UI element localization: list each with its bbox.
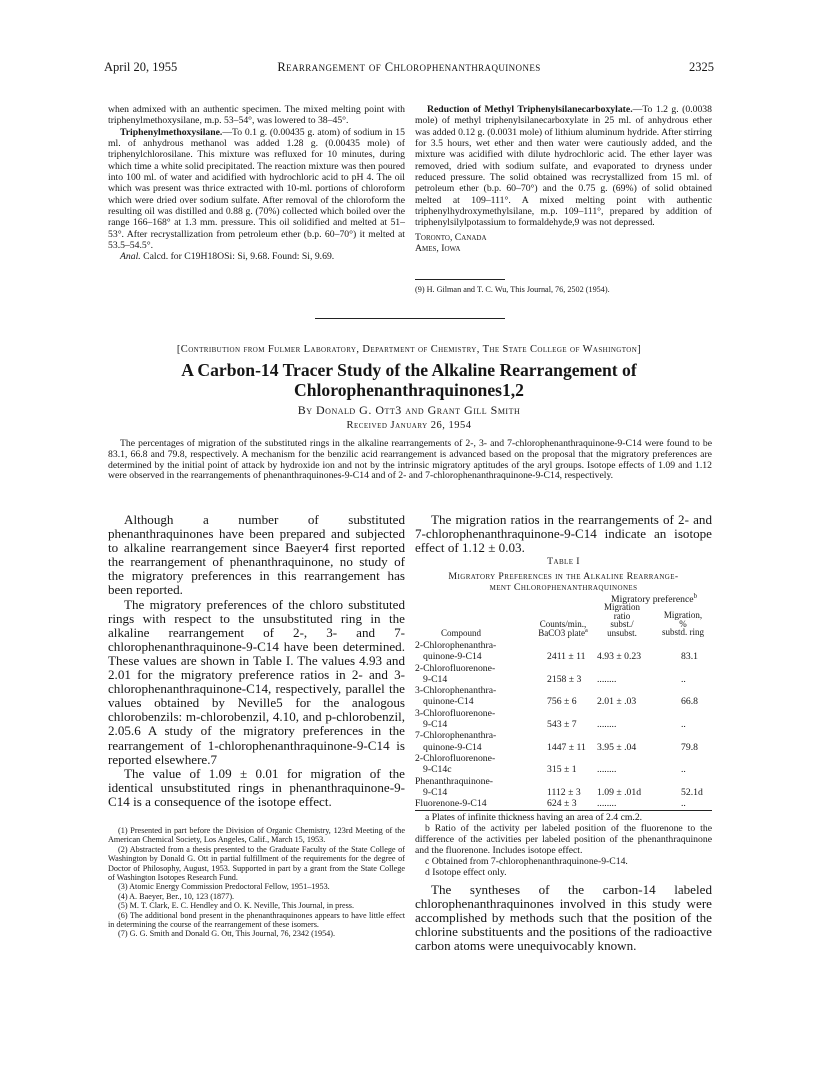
table-row (415, 685, 712, 696)
previous-article-left-column (108, 104, 405, 263)
table-row-continued (415, 651, 712, 662)
ratio-cell: 2.01 ± .03 (597, 696, 637, 708)
footnote: (6) The additional bond present in the phenanthraquinones appears to have little effect in determining the course of the rearrangement of these isomers. (108, 910, 405, 930)
contribution-line: [Contribution from Fulmer Laboratory, Department of Chemistry, The State College of Washington] (176, 344, 642, 355)
footnote: (1) Presented in part before the Division of Organic Chemistry, 123rd Meeting of the American Chemical Society, Los Angeles, Calif., March 15, 1953. (108, 826, 405, 845)
counts-cell: 1112 ± 3 (547, 786, 581, 798)
paragraph: when admixed with an authentic specimen. The mixed melting point with triphenylmethoxysilane, m.p. 53–54°, was lowered to 38–45°. (108, 104, 405, 127)
footnote: (2) Abstracted from a thesis presented to the Graduate Faculty of the State College of Washington by Donald G. Ott in partial fulfillment of the requirements for the degree of Doctor of Philosophy, August, 1953. Supported in part by a grant from the State College of Washington Isotopes Research Fund. (108, 844, 405, 883)
table-body (415, 640, 712, 809)
table-row (415, 708, 712, 719)
table-row (415, 640, 712, 651)
table-1 (415, 556, 712, 953)
ratio-cell: ........ (597, 798, 617, 810)
column-group-header: Migratory preference$^b$ (611, 592, 697, 605)
table-header (415, 594, 712, 640)
compound-name-cont: 9-C14 (423, 786, 448, 798)
footnote-rule (415, 279, 505, 280)
ratio-cell: 1.09 ± .01d (597, 786, 642, 798)
authors: By Donald G. Ott3 and Grant Gill Smith (297, 403, 521, 417)
table-row (415, 663, 712, 674)
ratio-cell: ........ (597, 764, 617, 776)
ratio-cell: ........ (597, 673, 617, 685)
percent-cell: 66.8 (681, 696, 698, 708)
footnote: (7) G. G. Smith and Donald G. Ott, This Journal, 76, 2342 (1954). (118, 929, 336, 939)
analysis-label: Anal. (120, 251, 141, 263)
table-row-continued (415, 674, 712, 685)
compound-name-cont: quinone-9-C14 (423, 651, 482, 663)
table-row-continued (415, 719, 712, 730)
body-right-column (415, 513, 712, 555)
article-divider (315, 318, 505, 319)
table-rule (415, 810, 712, 811)
running-header (104, 60, 714, 80)
ratio-cell: 4.93 ± 0.23 (597, 651, 642, 663)
ratio-cell: ........ (597, 719, 617, 731)
compound-name: 3-Chlorophenanthra- (415, 685, 497, 697)
counts-cell: 1447 ± 11 (547, 741, 586, 753)
percent-cell: .. (681, 764, 686, 776)
compound-name: 2-Chlorofluorenone- (415, 662, 496, 674)
table-row-continued (415, 787, 712, 798)
section-heading: Triphenylmethoxysilane. (120, 126, 223, 138)
percent-cell: .. (681, 719, 686, 731)
column-header-ratio: Migration ratio subst./ unsubst. (604, 602, 640, 638)
counts-cell: 2411 ± 11 (547, 651, 586, 663)
compound-name: 3-Chlorofluorenone- (415, 707, 496, 719)
body-left-column (108, 513, 405, 809)
previous-article-right-column (415, 104, 712, 254)
paragraph: The syntheses of the carbon-14 labeled chlorophenanthraquinones involved in this study were accomplished by methods such that the position of the chlorine substituents and the positions of the radioactive carbon atoms were unequivocably known. (415, 881, 712, 954)
compound-name: Phenanthraquinone- (415, 775, 494, 787)
compound-name-cont: quinone-9-C14 (423, 741, 482, 753)
counts-cell: 315 ± 1 (547, 764, 577, 776)
compound-name-cont: 9-C14 (423, 719, 448, 731)
issue-date: April 20, 1955 (104, 60, 178, 74)
percent-cell: 79.8 (681, 741, 698, 753)
counts-cell: 756 ± 6 (547, 696, 577, 708)
paragraph: Anal. Calcd. for C19H18OSi: Si, 9.68. Found: Si, 9.69. (120, 251, 335, 263)
table-caption: Migratory Preferences in the Alkaline Rearrange- ment Chlorophenanthraquinones (448, 571, 679, 593)
table-row (415, 798, 712, 809)
percent-cell: 83.1 (681, 651, 698, 663)
footnote: (5) M. T. Clark, E. C. Hendley and O. K. Neville, This Journal, in press. (118, 901, 355, 911)
column-header-percent: Migration, % substd. ring (661, 610, 704, 637)
received-date: Received January 26, 1954 (346, 420, 472, 431)
compound-name: Fluorenone-9-C14 (415, 798, 487, 810)
percent-cell: 52.1d (681, 786, 703, 798)
table-row-continued (415, 764, 712, 775)
compound-name: 2-Chlorophenanthra- (415, 640, 497, 651)
section-heading: Reduction of Methyl Triphenylsilanecarboxylate. (427, 104, 633, 115)
percent-cell: .. (681, 798, 686, 810)
table-row (415, 730, 712, 741)
counts-cell: 624 ± 3 (547, 798, 577, 810)
paragraph: Although a number of substituted phenanthraquinones have been prepared and subjected to alkaline rearrangement since Baeyer4 first reported the rearrangement of phenanthraquinone, no study of the migratory preferences in this rearrangement has been reported. (108, 512, 405, 598)
compound-name-cont: 9-C14 (423, 673, 448, 685)
footnotes (108, 826, 405, 939)
paragraph: The migration ratios in the rearrangements of 2- and 7-chlorophenanthraquinone-9-C14 indicate an isotope effect of 1.12 ± 0.03. (415, 512, 712, 556)
paragraph: The migratory preferences of the chloro substituted rings with respect to the unsubstituted ring in the alkaline rearrangement of 2-, 3- and 7-chlorophenanthraquinone-9-C14 have been determined. These values are shown in Table I. The values 4.93 and 2.01 for the migratory preference ratios in 2- and 3-chlorophenanthraquinone-C14, respectively, parallel the values obtained by Neville5 for the analogous chlorobenzils: m-chlorobenzil, 4.10, and p-chlorobenzil, 2.05.6 A study of the migratory preferences in the rearrangement of 1-chlorophenanthraquinone-9-C14 is reported elsewhere.7 (108, 596, 405, 767)
footnote: (4) A. Baeyer, Ber., 10, 123 (1877). (118, 891, 235, 901)
abstract: The percentages of migration of the substituted rings in the alkaline rearrangements of 2-, 3- and 7-chlorophenanthraquinone-9-C14 were found to be 83.1, 66.8 and 79.8, respectively. A mechanism for the benzilic acid rearrangement is advanced based on the proposal that the migratory preferences are determined by the initial point of attack by hydroxide ion and not by the intrinsic migratory aptitudes of the aryl groups. Isotope effects of 1.09 and 1.12 were observed in the rearrangements of phenanthraquinones-9-C14 and of 2- and 7-chlorophenanthraquinone-9-C14, respectively. (108, 438, 712, 482)
table-label: Table I (547, 556, 580, 567)
table-note: d Isotope effect only. (425, 866, 507, 878)
compound-name-cont: 9-C14c (423, 764, 452, 776)
ratio-cell: 3.95 ± .04 (597, 741, 637, 753)
paragraph: Triphenylmethoxysilane.—To 0.1 g. (0.00435 g. atom) of sodium in 15 ml. of anhydrous methanol was added 1.28 g. (0.00435 mole) of triphenylchlorosilane. This mixture was refluxed for 10 minutes, during which time a white solid precipitated. The reaction mixture was then poured into 100 ml. of water and acidified with hydrochloric acid to pH 4. The oil which was present was thrice extracted with 10-ml. portions of chloroform which were dried over sodium sulfate. After removal of the chloroform the resulting oil was distilled and 0.88 g. (70%) collected which boiled over the range 166–168° at 1.3 mm. pressure. This oil solidified and melted at 51–53°. After recrystallization from petroleum ether (b.p. 60–70°) it melted at 53.5–54.5°. (108, 126, 405, 252)
percent-cell: .. (681, 673, 686, 685)
table-note: c Obtained from 7-chlorophenanthraquinone-9-C14. (425, 856, 628, 868)
column-header-compound: Compound (441, 628, 482, 638)
table-row-continued (415, 742, 712, 753)
running-title: Rearrangement of Chlorophenanthraquinones (277, 60, 541, 74)
table-note: a Plates of infinite thickness having an area of 2.4 cm.2. (425, 812, 643, 824)
column-header-counts: Counts/min., BaCO3 plate$^a$ (538, 619, 588, 638)
footnote: (3) Atomic Energy Commission Predoctoral Fellow, 1951–1953. (118, 882, 330, 892)
compound-name: 7-Chlorophenanthra- (415, 730, 497, 742)
article-title: A Carbon-14 Tracer Study of the Alkaline Rearrangement of Chlorophenanthraquinones1,2 (181, 360, 637, 400)
table-notes (415, 813, 712, 878)
counts-cell: 2158 ± 3 (547, 673, 582, 685)
footnote: (9) H. Gilman and T. C. Wu, This Journal, 76, 2502 (1954). (415, 285, 610, 294)
paragraph: Reduction of Methyl Triphenylsilanecarboxylate.—To 1.2 g. (0.0038 mole) of methyl triphenylsilanecarboxylate in 25 ml. of anhydrous ether was added 0.12 g. (0.0031 mole) of lithium aluminum hydride. After stirring for 3.5 hours, wet ether and then water were cautiously added, and the mixture was acidified with dilute hydrochloric acid. The ether layer was removed, dried with sodium sulfate, and evaporated to dryness under reduced pressure. The solid obtained was recrystallized from 15 ml. of petroleum ether (b.p. 60–70°) and the 0.75 g. (69%) of solid obtained melted at 109–111°. A mixed melting point with authentic triphenylhydroxymethylsilane, m.p. 109–111°, prepared by addition of triphenylsilylpotassium to formaldehyde,9 was not depressed. (415, 104, 712, 229)
affiliation: Toronto, Canada Ames, Iowa (415, 231, 487, 255)
table-row (415, 753, 712, 764)
table-note: b Ratio of the activity per labeled position of the fluorenone to the difference of the activities per labeled position of the phenanthraquinone and the fluorenone. Includes isotope effect. (415, 823, 712, 857)
counts-cell: 543 ± 7 (547, 719, 577, 731)
compound-name-cont: quinone-C14 (423, 696, 474, 708)
table-row-continued (415, 696, 712, 707)
paragraph: The value of 1.09 ± 0.01 for migration of the identical unsubstituted rings in phenanthraquinone-9-C14 is a consequence of the isotope effect. (108, 765, 405, 809)
page-number: 2325 (689, 60, 714, 74)
table-row (415, 776, 712, 787)
paragraph-wrap (415, 883, 712, 953)
compound-name: 2-Chlorofluorenone- (415, 752, 496, 764)
